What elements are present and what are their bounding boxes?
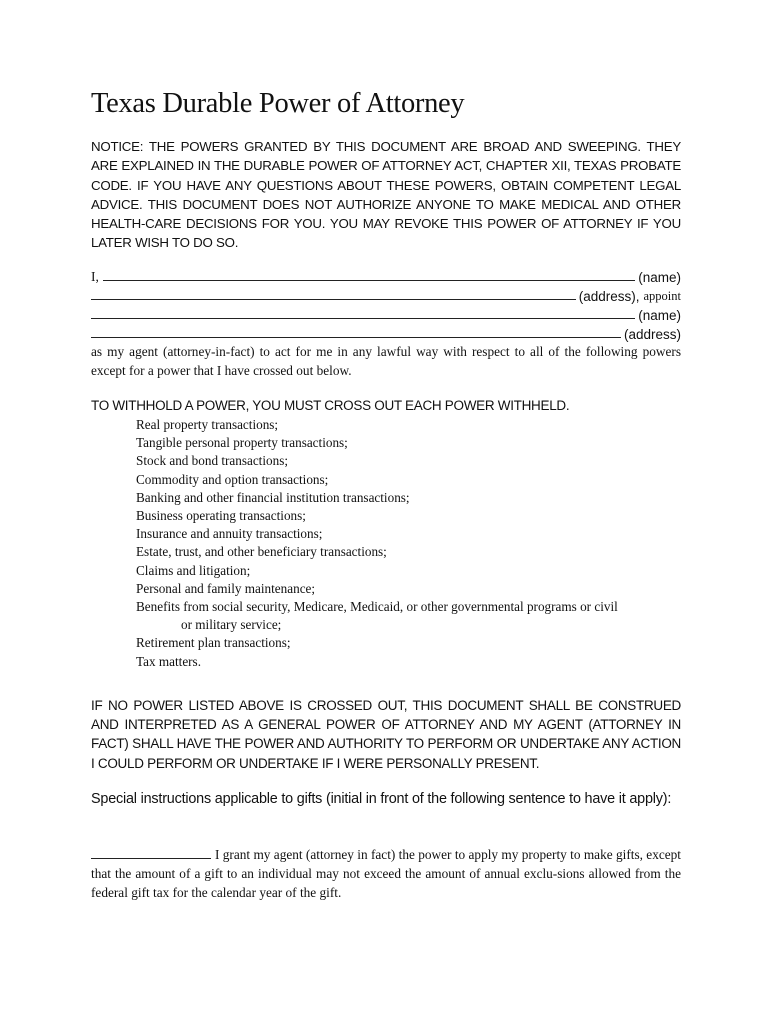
power-item: Commodity and option transactions; xyxy=(136,471,329,487)
principal-name-label: (name) xyxy=(638,270,681,285)
power-item: Tangible personal property transactions; xyxy=(136,435,348,451)
agent-name-label: (name) xyxy=(638,308,681,323)
document-title: Texas Durable Power of Attorney xyxy=(91,88,465,119)
withhold-heading: TO WITHHOLD A POWER, YOU MUST CROSS OUT EACH POWER WITHHELD. xyxy=(91,398,570,413)
power-item: Business operating transactions; xyxy=(136,508,306,524)
agent-name-field[interactable] xyxy=(91,306,635,319)
special-instructions-heading: Special instructions applicable to gifts (initial in front of the following sentence to have it apply): xyxy=(91,791,672,807)
appoint-word: appoint xyxy=(643,289,681,303)
power-item: Banking and other financial institution transactions; xyxy=(136,489,410,505)
powers-list xyxy=(136,416,681,671)
party-fill-in-block xyxy=(91,266,681,342)
agent-address-label: (address) xyxy=(623,327,681,342)
principal-address-label: (address), xyxy=(578,289,640,304)
agent-address-line xyxy=(91,323,681,342)
agent-paragraph: as my agent (attorney-in-fact) to act for me in any lawful way with respect to all of the following powers except for a power that I have crossed out below. xyxy=(91,344,681,378)
general-power-paragraph: IF NO POWER LISTED ABOVE IS CROSSED OUT, THIS DOCUMENT SHALL BE CONSTRUED AND INTERPRETED AS A GENERAL POWER OF ATTORNEY AND MY AGENT (ATTORNEY IN FACT) SHALL HAVE THE POWER AND AUTHORITY TO PERFORM OR UNDERTAKE ANY ACTION I COULD PERFORM OR UNDERTAKE IF I WERE PERSONALLY PRESENT. xyxy=(91,698,681,771)
power-item: Insurance and annuity transactions; xyxy=(136,526,323,542)
agent-name-line xyxy=(91,304,681,323)
power-item: Claims and litigation; xyxy=(136,562,251,578)
principal-name-line xyxy=(91,266,681,285)
power-item: Stock and bond transactions; xyxy=(136,453,288,469)
power-item-continuation: or military service; xyxy=(181,617,282,633)
power-item: Real property transactions; xyxy=(136,417,279,432)
power-item: Estate, trust, and other beneficiary transactions; xyxy=(136,544,387,560)
principal-address-line xyxy=(91,285,681,304)
power-item: Personal and family maintenance; xyxy=(136,580,316,596)
principal-name-field[interactable] xyxy=(103,268,635,281)
principal-prefix: I, xyxy=(91,269,99,284)
agent-address-field[interactable] xyxy=(91,325,621,338)
gift-paragraph xyxy=(91,845,681,902)
principal-address-field[interactable] xyxy=(91,287,576,300)
notice-paragraph: NOTICE: THE POWERS GRANTED BY THIS DOCUMENT ARE BROAD AND SWEEPING. THEY ARE EXPLAINED IN THE DURABLE POWER OF ATTORNEY ACT, CHAPTER XII, TEXAS PROBATE CODE. IF YOU HAVE ANY QUESTIONS ABOUT THESE POWERS, OBTAIN COMPETENT LEGAL ADVICE. THIS DOCUMENT DOES NOT AUTHORIZE ANYONE TO MAKE MEDICAL AND OTHER HEALTH-CARE DECISIONS FOR YOU. YOU MAY REVOKE THIS POWER OF ATTORNEY IF YOU LATER WISH TO DO SO. xyxy=(91,139,681,251)
gift-initial-field[interactable] xyxy=(91,846,211,859)
gift-paragraph-text: I grant my agent (attorney in fact) the power to apply my property to make gifts, except that the amount of a gift to an individual may not exceed the amount of annual exclu-sions allowed from the federal gift tax for the calendar year of the gift. xyxy=(91,847,681,900)
power-item: Benefits from social security, Medicare, Medicaid, or other governmental programs or civil xyxy=(136,599,618,615)
power-item: Retirement plan transactions; xyxy=(136,635,291,651)
power-item: Tax matters. xyxy=(136,653,201,669)
